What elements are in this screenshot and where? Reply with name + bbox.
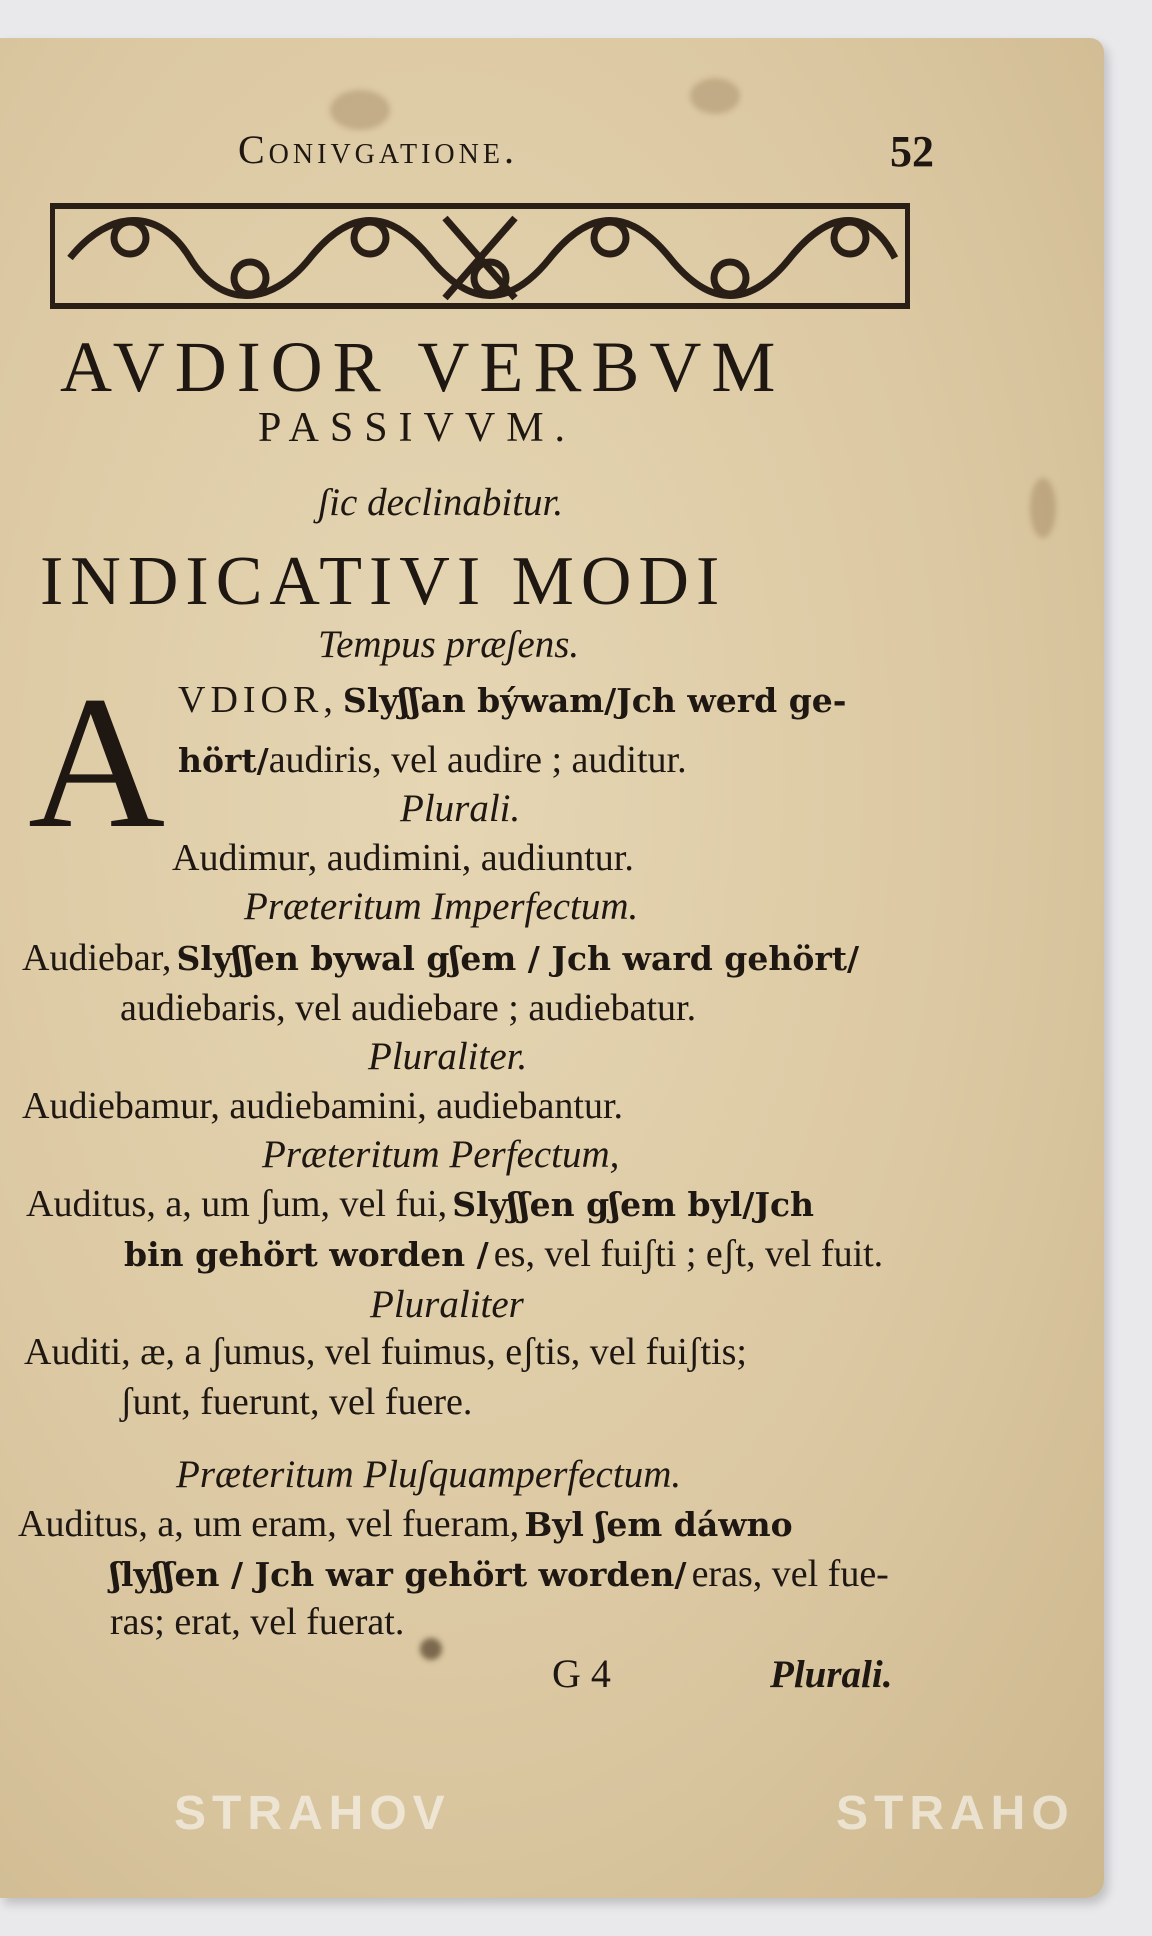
watermark-right: STRAHO [836, 1787, 1075, 1840]
present-line-1 [178, 678, 847, 722]
running-header: Conivgatione. [238, 127, 518, 172]
imperfect-label: Præteritum Imperfectum. [244, 885, 639, 928]
perfect-forms: es, vel fuiʃti ; eʃt, vel fuit. [493, 1233, 884, 1275]
imperfect-line-1 [22, 936, 859, 980]
pluperfect-line-1 [18, 1502, 793, 1546]
present-plural-label: Plurali. [400, 787, 521, 830]
pluperfect-label: Præteritum Pluʃquamperfectum. [176, 1453, 682, 1496]
pluperfect-vernacular: Byl ʃem dáwno [524, 1505, 793, 1544]
tense-heading: Tempus præʃens. [318, 623, 580, 666]
imperfect-line-2: audiebaris, vel audiebare ; audiebatur. [120, 987, 697, 1029]
perfect-plural-label: Pluraliter [370, 1283, 524, 1326]
present-vernacular-cont: hört/ [178, 741, 269, 780]
page-number: 52 [890, 127, 934, 176]
title-line-2: PASSIVVM. [258, 405, 577, 451]
perfect-label: Præteritum Perfectum, [262, 1133, 620, 1176]
pluperfect-line-3: ras; erat, vel fuerat. [110, 1601, 405, 1643]
pluperfect-line-2 [110, 1552, 889, 1596]
perfect-vernacular-cont: bin gehört worden / [124, 1235, 489, 1274]
title-line-1: AVDIOR VERBVM [60, 327, 786, 407]
perfect-line-1 [26, 1182, 814, 1226]
mood-heading: INDICATIVI MODI [40, 543, 727, 620]
watermark-left: STRAHOV [174, 1787, 451, 1840]
present-forms: audiris, vel audire ; auditur. [268, 739, 687, 781]
pluperfect-vernacular-cont: ʃlyʃʃen / Jch war gehört worden/ [110, 1555, 687, 1594]
present-vernacular: Slyʃʃan býwam/Jch werd ge- [342, 681, 847, 720]
ornamental-headpiece [50, 198, 910, 316]
imperfect-plural-label: Pluraliter. [368, 1035, 528, 1078]
drop-cap: A [28, 658, 166, 868]
subtitle: ʃic declinabitur. [318, 481, 564, 524]
pluperfect-forms: eras, vel fue- [691, 1553, 889, 1595]
present-latin: VDIOR, [178, 679, 338, 721]
perfect-plural-1: Auditi, æ, a ʃumus, vel fuimus, eʃtis, vel fuiʃtis; [24, 1331, 747, 1373]
imperfect-plural: Audiebamur, audiebamini, audiebantur. [22, 1085, 624, 1127]
pluperfect-latin: Auditus, a, um eram, vel fueram, [18, 1503, 520, 1545]
book-page [0, 38, 1104, 1898]
perfect-line-2 [124, 1232, 883, 1276]
catchword: Plurali. [770, 1653, 893, 1696]
perfect-plural-2: ʃunt, fuerunt, vel fuere. [120, 1381, 473, 1423]
perfect-latin: Auditus, a, um ʃum, vel fui, [26, 1183, 448, 1225]
present-line-2 [178, 738, 687, 782]
perfect-vernacular: Slyʃʃen gʃem byl/Jch [452, 1185, 815, 1224]
imperfect-vernacular: Slyʃʃen bywal gʃem / Jch ward gehört/ [176, 939, 860, 978]
signature-mark: G 4 [552, 1651, 611, 1696]
present-plural: Audimur, audimini, audiuntur. [172, 837, 634, 879]
imperfect-latin: Audiebar, [22, 937, 172, 979]
